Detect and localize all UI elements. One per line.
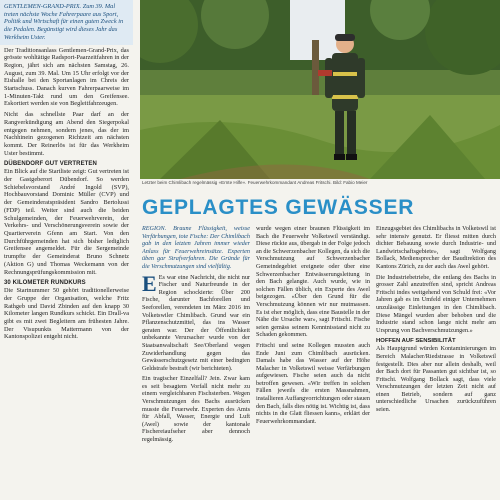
sidebar-paragraph: Die Startnummer 50 gehört traditionellerweise der Gruppe der Organisation, welche Fritz Rathgeb und David Zbinden auf den knapp 30 Kilometer langen Rundkurs schickt. Ein Drall-va gibt es mit zwei Begleitern am frühesten Jahre. Der Visupunkts Mattermann von der Kantonspolizei entgeht nicht. — [4, 287, 129, 341]
sidebar-subheading: DÜBENDORF GUT VERTRETEN — [4, 161, 97, 168]
article-lead: REGION. Braune Flüssigkeit, weisse Verfärbungen, tote Fische: Der Chimlibach gab in den letzten Jahren immer wieder Anlass für Feuerwehreinsätze. Experten üben gar Strafverfahren. Die Gründe für die Verschmutzungen sind vielfältig. — [142, 225, 250, 270]
article-paragraph: E Es war eine Nachricht, die nicht nur Fischer und Naturfreunde in der Region schockierte: Über 200 Fische, darunter Bachforellen und Seeforellen, verendeten im März 2016 im Volketswiler Chimlibach. Grund war ein Pflanzenschutzmittel, das ins Wasser geraten war. Der der Öffentlichkeit unbekannte Verursacher wurde von der Staatsanwaltschaft See/Oberland wegen Zuwiderhandlung gegen das Gewässerschutzgesetz mit einer bedingten Geldstrafe bestraft (wir berichteten). — [142, 270, 250, 372]
sidebar-article — [0, 0, 133, 500]
photo-illustration — [140, 0, 500, 179]
article-paragraph: Ein tragischer Einzelfall? Jein. Zwar kam es seit besagtem Vorfall nicht mehr zu einem vergleichbaren Fischsterben. Wegen Verschmutzungen des Bachs ausrücken musste die Feuerwehr. Experten des Amts für Abfall, Wasser, Energie und Luft (Awel) sowie der kantonale Fischereiaufseher aber dennoch regelmässig. — [142, 375, 250, 444]
sidebar-subheading: 30 KILOMETER RUNDKURS — [4, 280, 86, 287]
article-headline: GEPLAGTES GEWÄSSER — [142, 196, 415, 219]
article-column-3 — [376, 225, 496, 500]
article-paragraph: wurde wegen einer braunen Flüssigkeit im Bach die Feuerwehr Volketswil verständigt. Diese rückte aus, übergab in der Folge jedoch an die Schwerzenbacher Kollegen, da sich die Verschmutzung auf Schwerzenbacher Gemeindegebiet ereignete oder über eine Schwerzenbacher Entwässerungsleitung in den Bach gelangte. Auch wurde, wie in solchen Fällen üblich, ein Experte des Awel beigezogen. «Über den Grund für die Verschmutzung können wir nur mutmassen. Es ist eher möglich, dass eine Baustelle in der Nähe die Ursache war», sagt Fritschi. Fische seien gemäss seinem Kenntnisstand nicht zu Schaden gekommen. — [256, 225, 370, 339]
article-paragraph: Einzugsgebiet des Chimlibachs in Volketswil ist sehr intensiv genutzt. Er fliesst mitten durch dichter Bebauung sowie durch Industrie- und Landwirtschaftsgebiete», sagt Wolfgang Bollack, Mediensprecher der Baudirektion des Kantons Zürich, zu der auch das Awel gehört. — [376, 225, 496, 270]
sidebar-intro-box — [0, 0, 133, 45]
article-column-2 — [256, 225, 370, 500]
article-column-1 — [142, 225, 250, 500]
sidebar-paragraph: Der Traditionsanlass Gentlemen-Grand-Prix, das grösste wohltätige Radsport-Paarzeitfahren in der Region, jährt sich am nächsten Samstag, 26. August, zum 39. Mal. Um 15 Uhr erfolgt vor der Eishalle bei den Sportanlagen im Chreis der Startschuss. Danach kurven Fahrerpaarweise im 1-Minuten-Takt rund um den Greifensee. Eskortiert werden sie von Begleitfahrzeugen. — [4, 46, 129, 108]
sidebar-paragraph: Nicht das schnellste Paar darf an der Rangverkündigung am Abend den Siegerpokal entgegen nehmen, sondern jenes, das der im Nachhinein gezogenen Richtzeit am nächsten kommt. Der Reinerlös ist für das Werkheim Uster bestimmt. — [4, 111, 129, 157]
sidebar-body — [0, 45, 133, 342]
article-paragraph: Die Industriebetriebe, die entlang des Bachs in grosser Zahl anzutreffen sind, spricht Andreas Fritschi indes weitgehend von Schuld frei: «Vor Jahren gab es im Umfeld einiger Unternehmen unzulässige Einleitungen in den Chimlibach. Diese Mängel wurden aber behoben und die Industrie stand schon lange nicht mehr am Ursprung von Bachverschmutzungen.» — [376, 273, 496, 334]
article-paragraph: Fritschi und seine Kollegen mussten auch Ende Juni zum Chimlibach ausrücken. Damals habe das Wasser auf der Höhe Malacher in Volketswil weisse Verfärbungen aufgewiesen. Fische seien auch da nicht betroffen gewesen. «Wir treffen in solchen Fällen jeweils die ersten Massnahmen, installieren Auffangvorrichtungen oder stauen den Bach, falls dies nötig ist. Wichtig ist, dass nichts in die Glatt fliessen kann», erklärt der Feuerwehrkommandant. — [256, 341, 370, 425]
article-paragraph: Als Hauptgrund würden Kontaminierungen im Bereich Malacher/Riedstrasse in Volketswil festgestellt. Dies aber nur allein deshalb, weil der Bach dort für Passanten gut sichtbar ist, so Fritschi. Wolfgang Bollack sagt, dass viele Verschmutzungen der letzten Zeit nicht auf einen Betrieb, sondern auf ganz unterschiedliche Ursachen zurückzuführen seien. — [376, 345, 496, 414]
drop-cap: E — [142, 270, 157, 296]
article-subheading: HOFFEN AUF SENSIBILITÄT — [376, 338, 456, 345]
photo-caption: Letzter beim Chimlibach regelmässig «Ernte Hilfe». Feuerwehrkommandant Andreas Fritschi. Bild: Fabio Meier — [142, 180, 368, 185]
article-photo — [140, 0, 500, 179]
sidebar-paragraph: Ein Blick auf die Startliste zeigt: Gut vertreten ist der Gastgeberort Dübendorf. So werden Schiebelsvorstand André Ingold (SVP), Hochbauvorstand Dominic Müller (CVP) und der Gemeinderatspräsident Sandro Bertolussi (FDP) teil. Weiter sind auch die beiden Schulgemeinden, der Feuerwehrverein, der Verkehrs- und Verschönerungsverein sowie der Quartierverein Gfenn am Start. Von den Durchführgemeinden hat sich bisher lediglich Greifensee angemeldet. Für die Sergemeinde trumpfte der Gemeinderat Bruno Schnetz (Aktion G) und Thomas Weckemann von der Rechnungsprüfungskommission mit. — [4, 168, 129, 276]
sidebar-intro: GENTLEMEN-GRAND-PRIX. Zum 39. Mal treten nächste Woche Fahrerpaare aus Sport, Politik und Wirtschaft für einen guten Zweck in die Pedalen. Begünstigt wird dieses Jahr das Werkheim Uster. — [4, 3, 124, 41]
